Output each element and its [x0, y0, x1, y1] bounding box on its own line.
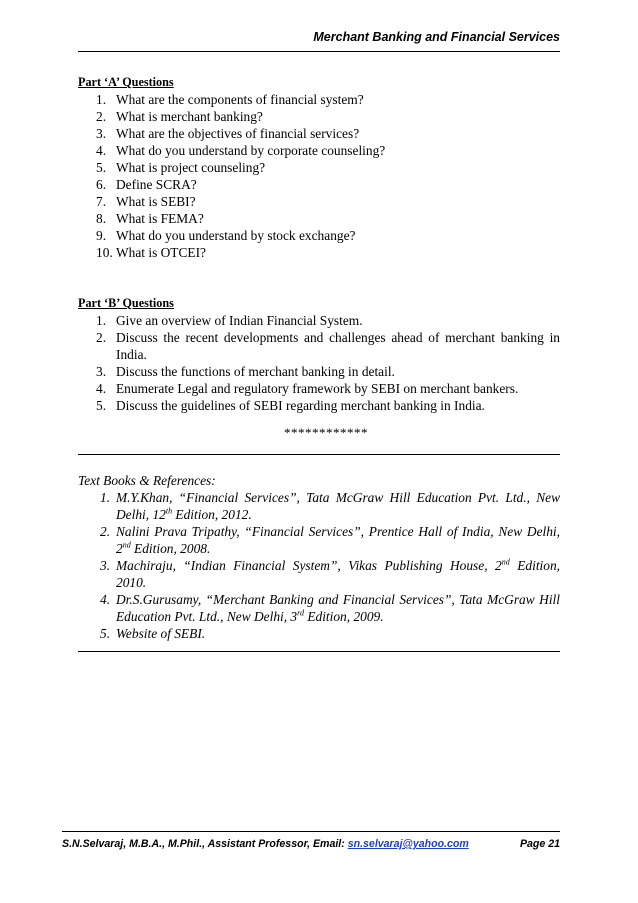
- item-number: 10.: [96, 245, 113, 260]
- question-text: What do you understand by stock exchange?: [116, 228, 356, 243]
- separator-stars: ************: [284, 425, 368, 440]
- item-number: 4.: [96, 381, 107, 396]
- question-item: [78, 125, 560, 142]
- question-item: [78, 363, 560, 380]
- item-number: 5.: [96, 160, 107, 175]
- email-link[interactable]: sn.selvaraj@yahoo.com: [347, 838, 469, 850]
- question-item: [78, 91, 560, 108]
- question-text: What are the components of financial system?: [116, 92, 364, 107]
- reference-text: Nalini Prava Tripathy, “Financial Services”, Prentice Hall of India, New Delhi, 2: [116, 524, 560, 556]
- item-number: 3.: [96, 364, 107, 379]
- divider: [78, 454, 560, 455]
- ordinal-suffix: rd: [297, 608, 304, 618]
- item-number: 3.: [96, 126, 107, 141]
- footer-author-text: S.N.Selvaraj, M.B.A., M.Phil., Assistant Professor, Email:: [62, 838, 348, 850]
- question-text: Discuss the functions of merchant banking in detail.: [116, 364, 395, 379]
- question-text: What is OTCEI?: [116, 245, 206, 260]
- references-list: [78, 489, 560, 642]
- question-text: What is SEBI?: [116, 194, 196, 209]
- references-section: [78, 472, 560, 642]
- reference-item: [78, 625, 560, 642]
- question-text: Give an overview of Indian Financial System.: [116, 313, 363, 328]
- header-title: Merchant Banking and Financial Services: [313, 30, 560, 44]
- part-b-list: [78, 312, 560, 414]
- item-number: 4.: [100, 592, 111, 607]
- footer-rule: [62, 831, 560, 832]
- question-text: Enumerate Legal and regulatory framework by SEBI on merchant bankers.: [116, 381, 519, 396]
- question-item: [78, 329, 560, 363]
- part-b-title: Part ‘B’ Questions: [78, 296, 174, 310]
- item-number: 2.: [100, 524, 111, 539]
- question-item: [78, 159, 560, 176]
- item-number: 9.: [96, 228, 107, 243]
- spacer: [78, 261, 560, 295]
- item-number: 1.: [96, 92, 107, 107]
- item-number: 3.: [100, 558, 111, 573]
- footer-author: [62, 838, 469, 850]
- question-text: Discuss the guidelines of SEBI regarding merchant banking in India.: [116, 398, 485, 413]
- references-title: Text Books & References:: [78, 473, 216, 488]
- question-item: [78, 142, 560, 159]
- content: [78, 74, 560, 652]
- reference-text-end: Edition, 2009.: [303, 609, 384, 624]
- header-rule: [78, 51, 560, 52]
- question-item: [78, 397, 560, 414]
- reference-item: [78, 557, 560, 591]
- reference-item: [78, 489, 560, 523]
- item-number: 4.: [96, 143, 107, 158]
- question-text: Discuss the recent developments and challenges ahead of merchant banking in India.: [116, 330, 560, 362]
- item-number: 1.: [100, 490, 111, 505]
- item-number: 2.: [96, 330, 107, 345]
- question-item: [78, 210, 560, 227]
- question-text: What is merchant banking?: [116, 109, 263, 124]
- ordinal-suffix: th: [165, 506, 173, 516]
- reference-text-end: Edition, 2012.: [172, 507, 252, 522]
- ordinal-suffix: nd: [122, 540, 131, 550]
- question-text: What do you understand by corporate counseling?: [116, 143, 386, 158]
- item-number: 5.: [100, 626, 111, 641]
- reference-text: Website of SEBI.: [116, 626, 206, 641]
- part-a-title: Part ‘A’ Questions: [78, 75, 174, 89]
- item-number: 2.: [96, 109, 107, 124]
- reference-text: Dr.S.Gurusamy, “Merchant Banking and Financial Services”, Tata McGraw Hill Education Pvt. Ltd., New Delhi, 3: [116, 592, 560, 624]
- question-text: What is project counseling?: [116, 160, 266, 175]
- divider: [78, 651, 560, 652]
- item-number: 5.: [96, 398, 107, 413]
- question-item: [78, 244, 560, 261]
- question-item: [78, 380, 560, 397]
- item-number: 6.: [96, 177, 107, 192]
- part-a-list: [78, 91, 560, 261]
- question-item: [78, 108, 560, 125]
- reference-item: [78, 523, 560, 557]
- item-number: 8.: [96, 211, 107, 226]
- footer: [62, 838, 560, 850]
- reference-text: Machiraju, “Indian Financial System”, Vikas Publishing House, 2: [116, 558, 502, 573]
- question-item: [78, 312, 560, 329]
- question-item: [78, 227, 560, 244]
- question-item: [78, 193, 560, 210]
- ordinal-suffix: nd: [501, 557, 510, 567]
- reference-text-end: Edition, 2010.: [116, 558, 561, 590]
- question-item: [78, 176, 560, 193]
- question-text: What are the objectives of financial services?: [116, 126, 360, 141]
- reference-text-end: Edition, 2008.: [130, 541, 211, 556]
- item-number: 7.: [96, 194, 107, 209]
- item-number: 1.: [96, 313, 107, 328]
- question-text: What is FEMA?: [116, 211, 204, 226]
- reference-item: [78, 591, 560, 625]
- page-number: Page 21: [519, 838, 560, 850]
- question-text: Define SCRA?: [116, 177, 197, 192]
- reference-text: M.Y.Khan, “Financial Services”, Tata McGraw Hill Education Pvt. Ltd., New Delhi, 12: [116, 490, 560, 522]
